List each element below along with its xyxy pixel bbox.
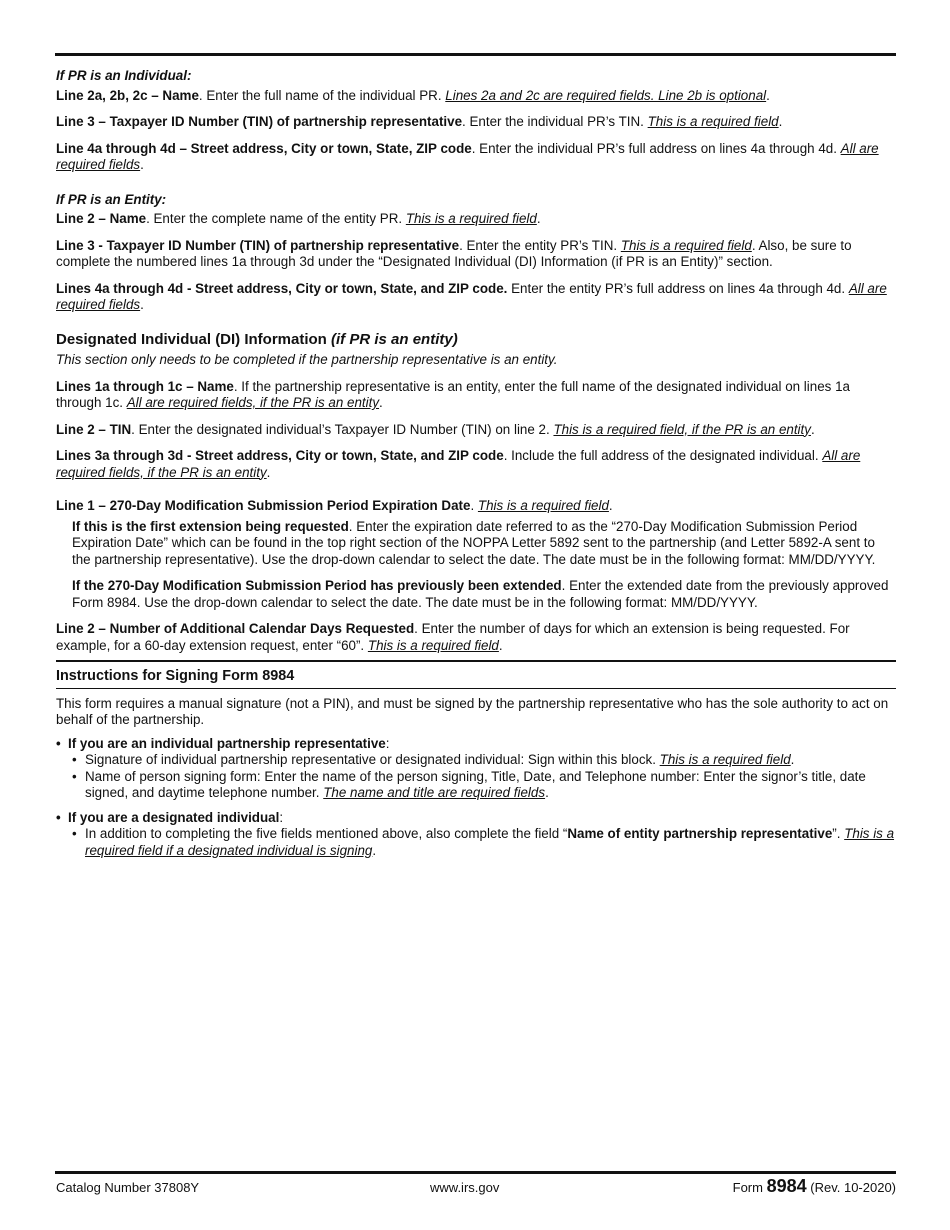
- individual-heading: If PR is an Individual:: [56, 68, 192, 83]
- di-note: This section only needs to be completed if the partnership representative is an entity.: [56, 352, 558, 367]
- list-item: • In addition to completing the five fields mentioned above, also complete the field “Name of entity partnership representative”. This is a required field if a designated individual is signing.: [72, 826, 896, 859]
- signing-bullets: [56, 736, 896, 753]
- entity-heading: If PR is an Entity:: [56, 191, 167, 207]
- individual-line-4: Line 4a through 4d – Street address, City or town, State, ZIP code. Enter the individual PR’s full address on lines 4a through 4d. All are required fields.: [56, 140, 879, 172]
- individual-pr-bullet: • If you are an individual partnership representative:: [56, 736, 896, 753]
- individual-pr-subitems: [56, 752, 896, 802]
- catalog-number: Catalog Number 37808Y: [56, 1180, 200, 1195]
- di-line-1: Lines 1a through 1c – Name. If the partnership representative is an entity, enter the full name of the designated individual on lines 1a through 1c. All are required fields, if the PR is an entity.: [56, 378, 850, 410]
- top-rule: [55, 53, 896, 56]
- signing-title-rule: [56, 688, 896, 689]
- list-item: • Signature of individual partnership representative or designated individual: Sign within this block. This is a required field.: [72, 752, 896, 769]
- list-item: • Name of person signing form: Enter the name of the person signing, Title, Date, and Telephone number: Enter the signor’s title, date signed, and daytime telephone number. The name and title are required fields.: [72, 769, 896, 802]
- di-line-3: Lines 3a through 3d - Street address, City or town, State, and ZIP code. Include the full address of the designated individual. All are required fields, if the PR is an entity.: [56, 448, 861, 480]
- designated-individual-subitems: [56, 826, 896, 859]
- entity-line-2: Line 2 – Name. Enter the complete name of the entity PR. This is a required field.: [56, 211, 541, 226]
- period-previously-extended: If the 270-Day Modification Submission Period has previously been extended. Enter the extended date from the previously approved Form 8984. Use the drop-down calendar to select the date. The date must be in the following format: MM/DD/YYYY.: [72, 578, 889, 610]
- signing-intro: This form requires a manual signature (not a PIN), and must be signed by the partnership representative who has the sole authority to act on behalf of the partnership.: [56, 695, 889, 727]
- entity-line-4: Lines 4a through 4d - Street address, City or town, State, and ZIP code. Enter the entity PR’s full address on lines 4a through 4d. All are required fields.: [56, 280, 887, 312]
- period-line-2: Line 2 – Number of Additional Calendar Days Requested. Enter the number of days for which an extension is being requested. For example, for a 60-day extension request, enter “60”. This is a required field.: [56, 621, 850, 653]
- period-first-extension: If this is the first extension being requested. Enter the expiration date referred to as the “270-Day Modification Submission Period Expiration Date” which can be found in the top right section of the NOPPA Letter 5892 sent to the partnership (and Letter 5892-A sent to the partnership representative). Use the drop-down calendar to select the date. The date must be in the following format: MM/DD/YYYY.: [72, 518, 876, 567]
- individual-line-3: Line 3 – Taxpayer ID Number (TIN) of partnership representative. Enter the individual PR’s TIN. This is a required field.: [56, 114, 783, 129]
- signing-bullets-di: [56, 810, 896, 827]
- period-line-1: Line 1 – 270-Day Modification Submission Period Expiration Date. This is a required field.: [56, 498, 613, 513]
- form-revision: Form 8984 (Rev. 10-2020): [732, 1176, 896, 1196]
- designated-individual-bullet: • If you are a designated individual:: [56, 810, 896, 827]
- di-section-heading: Designated Individual (DI) Information (if PR is an entity): [56, 330, 458, 348]
- instructions-body: [56, 66, 896, 859]
- page-footer: [56, 1178, 896, 1198]
- entity-line-3: Line 3 - Taxpayer ID Number (TIN) of partnership representative. Enter the entity PR’s TIN. This is a required field. Also, be sure to complete the numbered lines 1a through 3d under the “Designated Individual (DI) Information (if PR is an Entity)” section.: [56, 237, 852, 269]
- irs-website: www.irs.gov: [430, 1180, 500, 1195]
- signing-section-title: Instructions for Signing Form 8984: [56, 668, 295, 684]
- footer-rule: [55, 1171, 896, 1174]
- individual-line-2: Line 2a, 2b, 2c – Name. Enter the full name of the individual PR. Lines 2a and 2c are required fields. Line 2b is optional.: [56, 87, 770, 103]
- di-line-2: Line 2 – TIN. Enter the designated individual’s Taxpayer ID Number (TIN) on line 2. This is a required field, if the PR is an entity.: [56, 421, 815, 437]
